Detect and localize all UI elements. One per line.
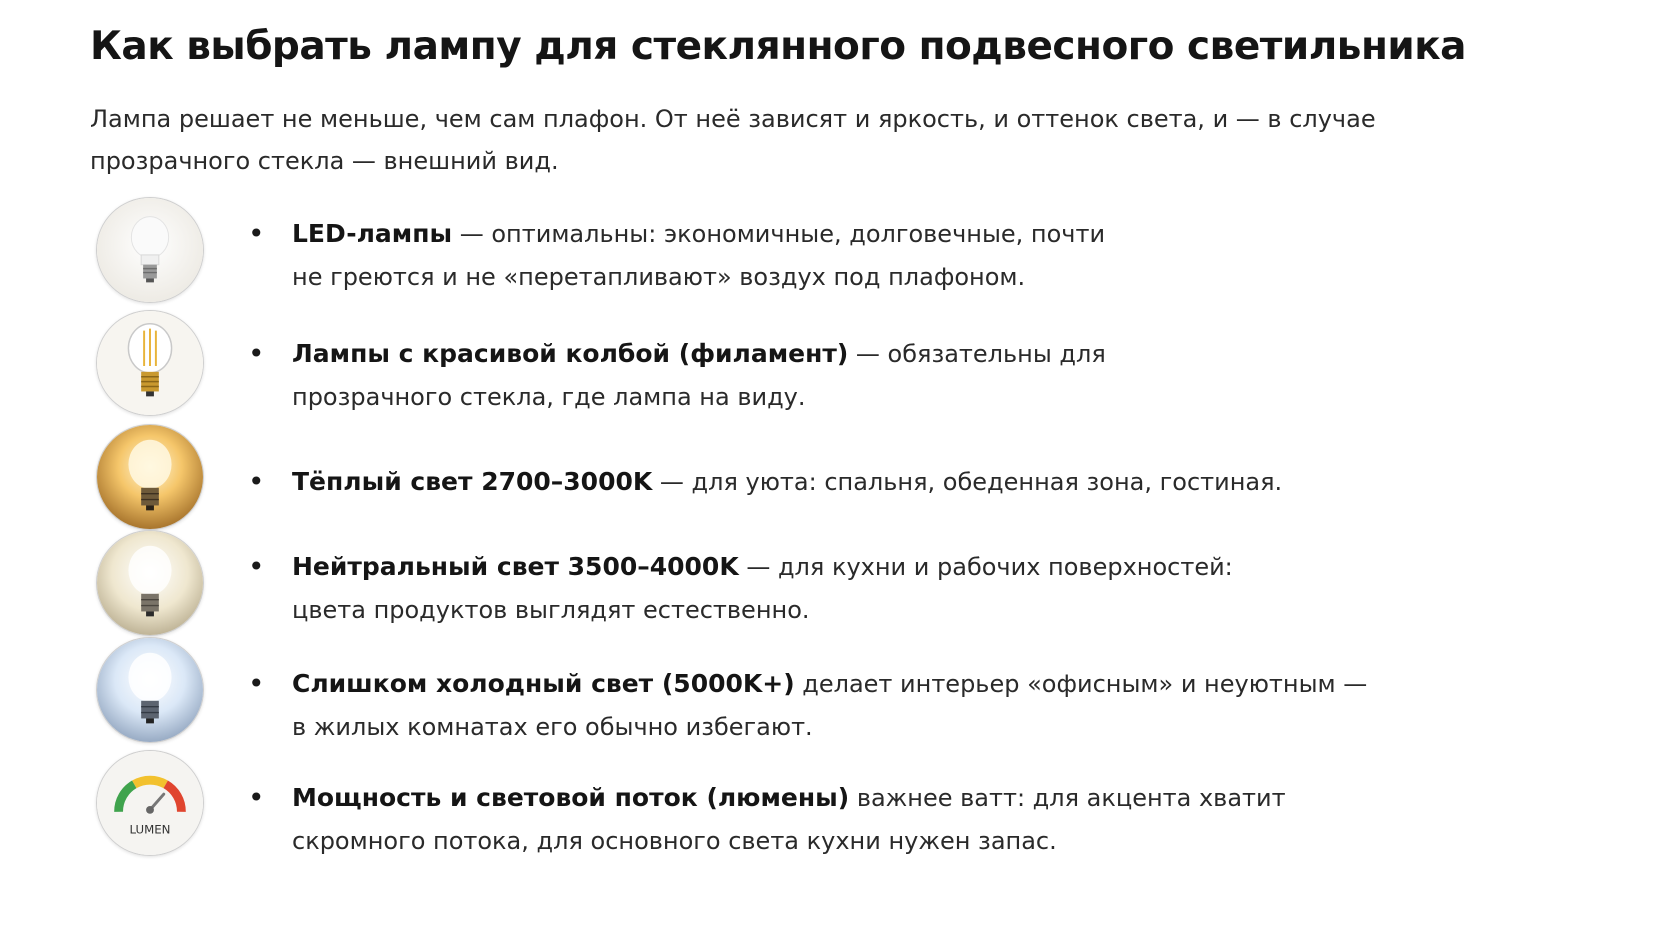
bullet-icon: • xyxy=(248,337,265,370)
item-text: делает интерьер «офисным» и неуютным — в жилых комнатах его обычно избегают. xyxy=(292,670,1368,741)
neutral-light-bulb-icon xyxy=(96,530,204,636)
list-item xyxy=(248,460,1408,504)
item-heading: Мощность и световой поток (люмены) xyxy=(292,783,850,812)
item-heading: Слишком холодный свет (5000K+) xyxy=(292,669,795,698)
list-item xyxy=(248,212,1408,299)
item-text: — оптимальны: экономичные, долговечные, почти не греются и не «перетапливают» воздух под плафоном. xyxy=(292,220,1106,291)
list-item xyxy=(248,545,1408,632)
bullet-icon: • xyxy=(248,217,265,250)
item-heading: LED-лампы xyxy=(292,219,453,248)
item-text: — обязательны для прозрачного стекла, где лампа на виду. xyxy=(292,340,1106,411)
page-title: Как выбрать лампу для стеклянного подвесного светильника xyxy=(90,24,1466,69)
list-item xyxy=(248,776,1408,863)
cold-light-bulb-icon xyxy=(96,637,204,743)
bullet-icon: • xyxy=(248,465,265,498)
item-heading: Лампы с красивой колбой (филамент) xyxy=(292,339,849,368)
item-heading: Нейтральный свет 3500–4000K xyxy=(292,552,739,581)
lumen-gauge-icon xyxy=(96,750,204,856)
item-text: — для кухни и рабочих поверхностей: цвета продуктов выглядят естественно. xyxy=(292,553,1233,624)
led-bulb-icon xyxy=(96,197,204,303)
item-text: — для уюта: спальня, обеденная зона, гостиная. xyxy=(652,468,1283,496)
item-text: важнее ватт: для акцента хватит скромного потока, для основного света кухни нужен запас. xyxy=(292,784,1286,855)
intro-paragraph: Лампа решает не меньше, чем сам плафон. От неё зависят и яркость, и оттенок света, и — в случае прозрачного стекла — внешний вид. xyxy=(90,105,1376,175)
filament-bulb-icon xyxy=(96,310,204,416)
list-item xyxy=(248,332,1408,419)
warm-light-bulb-icon xyxy=(96,424,204,530)
bullet-icon: • xyxy=(248,667,265,700)
list-item xyxy=(248,662,1408,749)
bullet-icon: • xyxy=(248,781,265,814)
gauge-label: LUMEN xyxy=(129,822,171,837)
item-heading: Тёплый свет 2700–3000K xyxy=(292,467,653,496)
bullet-icon: • xyxy=(248,550,265,583)
